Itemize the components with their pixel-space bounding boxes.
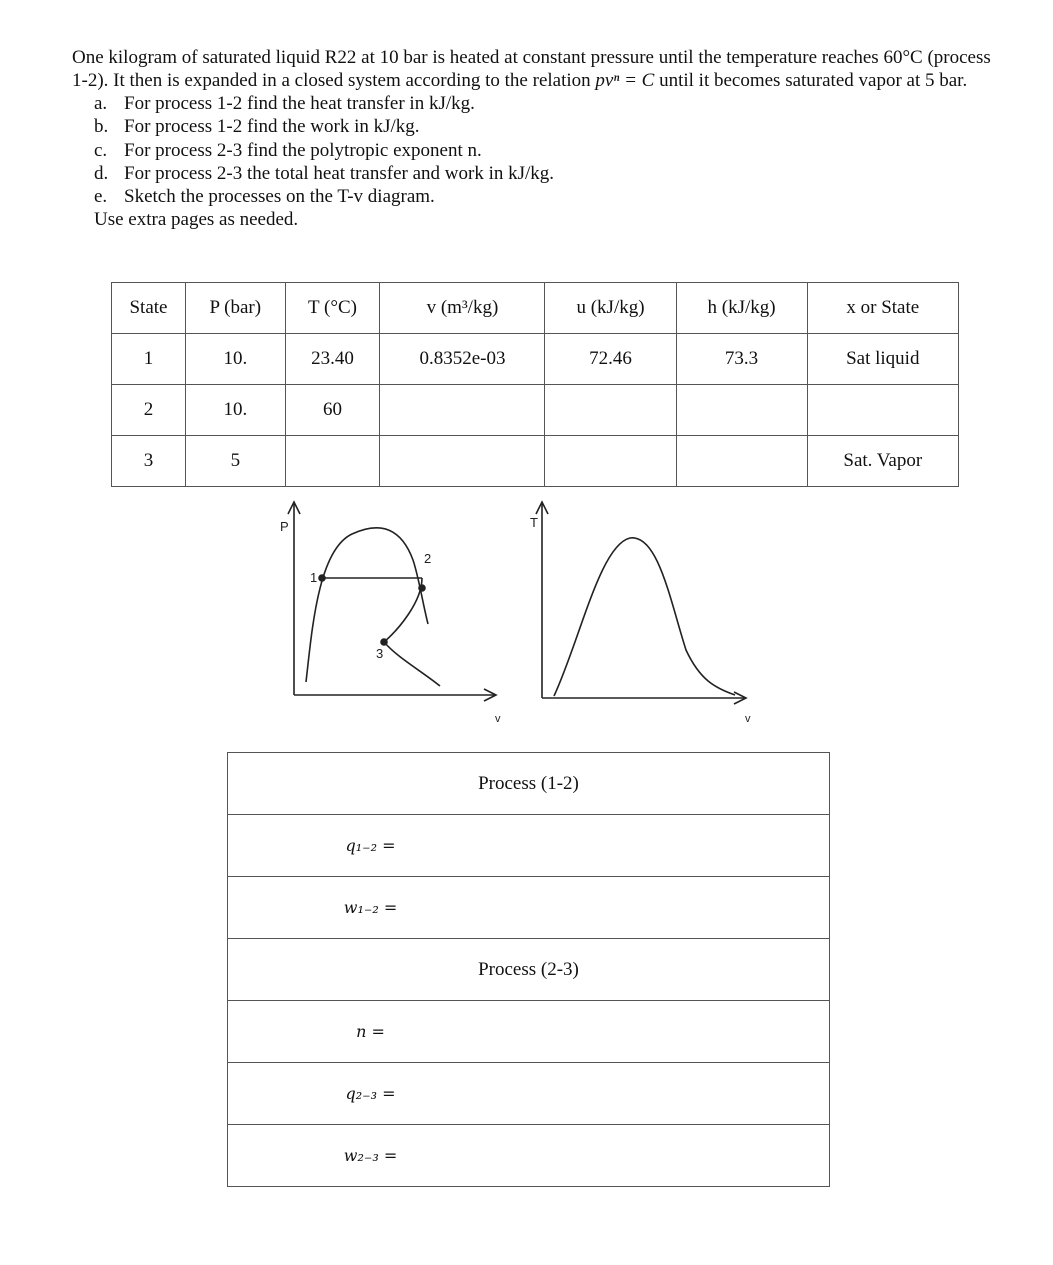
table-cell: 10.: [185, 385, 285, 436]
header-cell: v (m³/kg): [380, 283, 545, 334]
pv-diagram: [288, 502, 496, 701]
table-row: [228, 1001, 830, 1063]
pv-point-2-marker: [419, 585, 425, 591]
n-cell: [228, 1001, 830, 1063]
pv-point-2: 2: [424, 551, 432, 566]
state-table-header: [112, 283, 959, 334]
header-cell: State: [112, 283, 186, 334]
table-cell: [380, 385, 545, 436]
table-cell: [676, 385, 807, 436]
pv-point-3: 3: [376, 646, 384, 661]
process-table: [227, 752, 830, 1187]
table-cell: [545, 436, 676, 487]
pv-x-label: v: [495, 713, 501, 725]
table-cell: [545, 385, 676, 436]
part-c: c. For process 2-3 find the polytropic exponent n.: [94, 139, 482, 161]
table-cell: 5: [185, 436, 285, 487]
table-row: [112, 436, 959, 487]
table-cell: Sat. Vapor: [807, 436, 958, 487]
problem-statement: [72, 46, 1002, 231]
table-row: [228, 1063, 830, 1125]
table-cell: Sat liquid: [807, 334, 958, 385]
process-diagrams: [270, 490, 790, 740]
header-cell: x or State: [807, 283, 958, 334]
table-row: [228, 877, 830, 939]
q12-cell: [228, 815, 830, 877]
w12-label: w₁₋₂ =: [343, 897, 398, 917]
table-row: [228, 815, 830, 877]
header-cell: T (°C): [285, 283, 380, 334]
part-a: a. For process 1-2 find the heat transfer in kJ/kg.: [94, 93, 475, 114]
table-row: [112, 334, 959, 385]
parts-list: [72, 92, 1002, 208]
table-row: [112, 385, 959, 436]
table-cell: 23.40: [285, 334, 380, 385]
table-row: [228, 939, 830, 1001]
table-cell: [380, 436, 545, 487]
table-cell: 72.46: [545, 334, 676, 385]
n-label: n =: [356, 1021, 385, 1041]
table-cell: 0.8352e-03: [380, 334, 545, 385]
table-cell: [676, 436, 807, 487]
w23-cell: [228, 1125, 830, 1187]
pv-process-2-3a: [384, 578, 422, 642]
table-cell: 2: [112, 385, 186, 436]
pv-point-1: 1: [310, 570, 318, 585]
process-1-2-title: Process (1-2): [228, 753, 830, 815]
q12-label: q₁₋₂ =: [345, 835, 396, 855]
part-d: d. For process 2-3 the total heat transfer and work in kJ/kg.: [94, 162, 555, 184]
tv-y-label: T: [530, 515, 538, 530]
state-table: [111, 282, 959, 487]
tv-saturation-dome: [554, 538, 735, 696]
table-cell: [807, 385, 958, 436]
tv-x-label: v: [745, 713, 751, 725]
header-cell: P (bar): [185, 283, 285, 334]
pv-y-label: P: [280, 519, 289, 534]
table-cell: 60: [285, 385, 380, 436]
pv-saturation-dome: [306, 528, 428, 682]
w12-cell: [228, 877, 830, 939]
q23-cell: [228, 1063, 830, 1125]
header-cell: h (kJ/kg): [676, 283, 807, 334]
pv-vapor-line: [384, 642, 440, 686]
pv-point-3-marker: [381, 639, 387, 645]
w23-label: w₂₋₃ =: [343, 1145, 398, 1165]
part-b: b. For process 1-2 find the work in kJ/kg.: [94, 116, 420, 138]
q23-label: q₂₋₃ =: [345, 1083, 396, 1103]
part-e: e. Sketch the processes on the T-v diagram.: [94, 186, 435, 208]
pv-point-1-marker: [319, 575, 325, 581]
table-cell: [285, 436, 380, 487]
table-cell: 73.3: [676, 334, 807, 385]
relation: pvⁿ = C: [595, 70, 655, 91]
extra-note: Use extra pages as needed.: [94, 209, 299, 231]
table-row: [228, 1125, 830, 1187]
table-row: [228, 753, 830, 815]
header-cell: u (kJ/kg): [545, 283, 676, 334]
table-cell: 3: [112, 436, 186, 487]
table-cell: 10.: [185, 334, 285, 385]
table-cell: 1: [112, 334, 186, 385]
tv-diagram: [536, 502, 746, 704]
process-2-3-title: Process (2-3): [228, 939, 830, 1001]
problem-intro: One kilogram of saturated liquid R22 at 10 bar is heated at constant pressure until the temperature reaches 60°C (process 1-2). It then is expanded in a closed system according to the relation pvⁿ = C until it becomes saturated vapor at 5 bar.: [72, 47, 991, 91]
